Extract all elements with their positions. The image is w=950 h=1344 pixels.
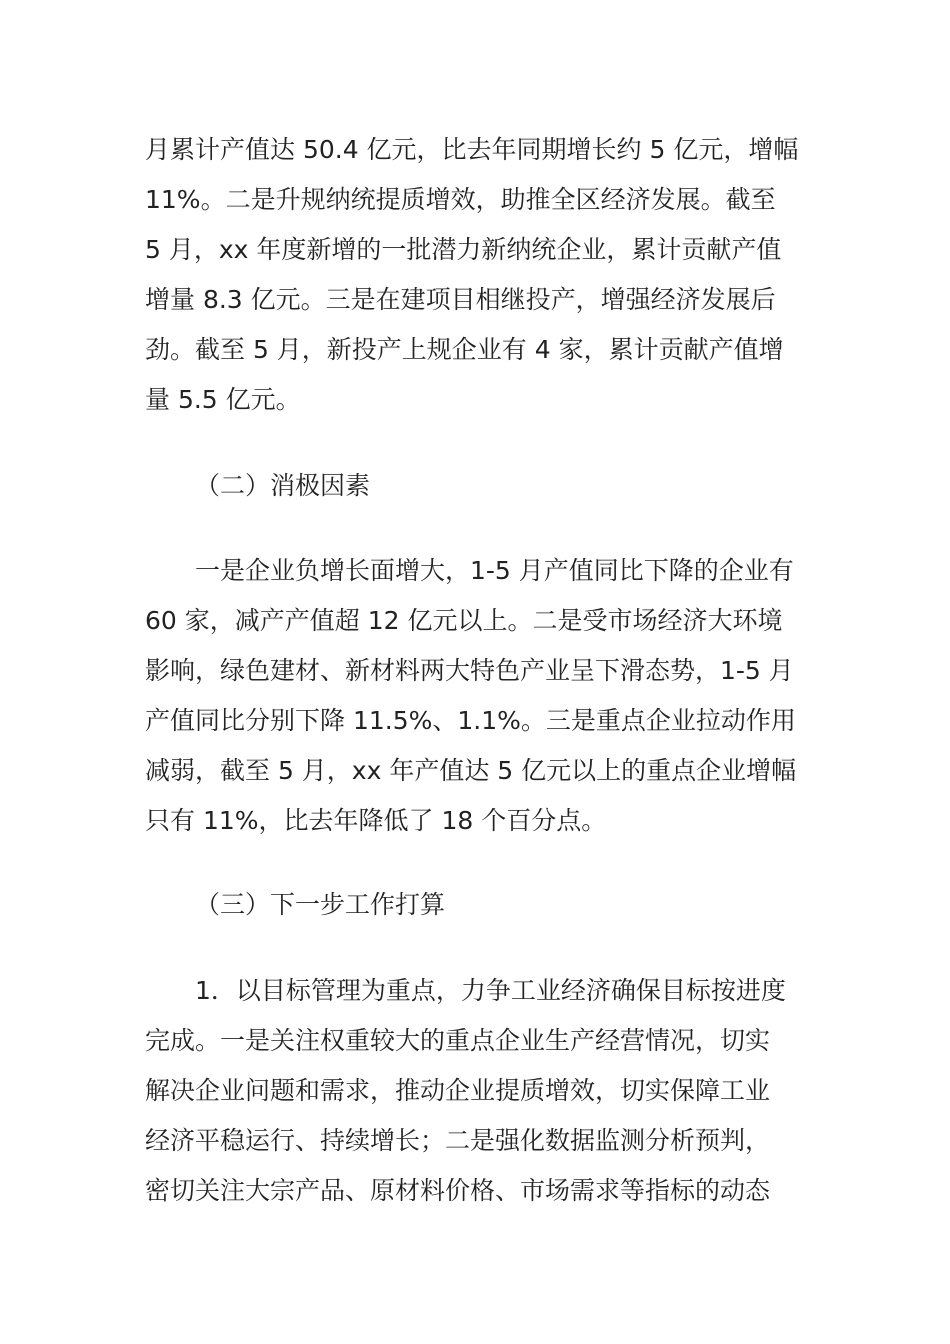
text-line: 经济平稳运行、持续增长；二是强化数据监测分析预判， <box>145 1126 771 1155</box>
text-line: 月累计产值达 50.4 亿元，比去年同期增长约 5 亿元，增幅 <box>145 135 799 164</box>
text-line: 1．以目标管理为重点，力争工业经济确保目标按进度 <box>195 976 786 1005</box>
text-line: 11%。二是升规纳统提质增效，助推全区经济发展。截至 <box>145 185 776 214</box>
text-line: 量 5.5 亿元。 <box>145 385 301 414</box>
section-heading: （三）下一步工作打算 <box>195 890 446 919</box>
text-line: 5 月，xx 年度新增的一批潜力新纳统企业，累计贡献产值 <box>145 235 782 264</box>
section-heading: （二）消极因素 <box>195 471 371 500</box>
text-line: 影响，绿色建材、新材料两大特色产业呈下滑态势，1-5 月 <box>145 656 794 685</box>
text-line: 劲。截至 5 月，新投产上规企业有 4 家，累计贡献产值增 <box>145 335 784 364</box>
text-line: 完成。一是关注权重较大的重点企业生产经营情况，切实 <box>145 1026 771 1055</box>
text-line: 减弱，截至 5 月，xx 年产值达 5 亿元以上的重点企业增幅 <box>145 756 797 785</box>
text-line: 一是企业负增长面增大，1-5 月产值同比下降的企业有 <box>195 556 794 585</box>
text-line: 产值同比分别下降 11.5%、1.1%。三是重点企业拉动作用 <box>145 706 796 735</box>
text-line: 解决企业问题和需求，推动企业提质增效，切实保障工业 <box>145 1076 771 1105</box>
text-line: 只有 11%，比去年降低了 18 个百分点。 <box>145 806 607 835</box>
text-line: 增量 8.3 亿元。三是在建项目相继投产，增强经济发展后 <box>145 285 776 314</box>
text-line: 60 家，减产产值超 12 亿元以上。二是受市场经济大环境 <box>145 606 783 635</box>
text-line: 密切关注大宗产品、原材料价格、市场需求等指标的动态 <box>145 1176 771 1205</box>
